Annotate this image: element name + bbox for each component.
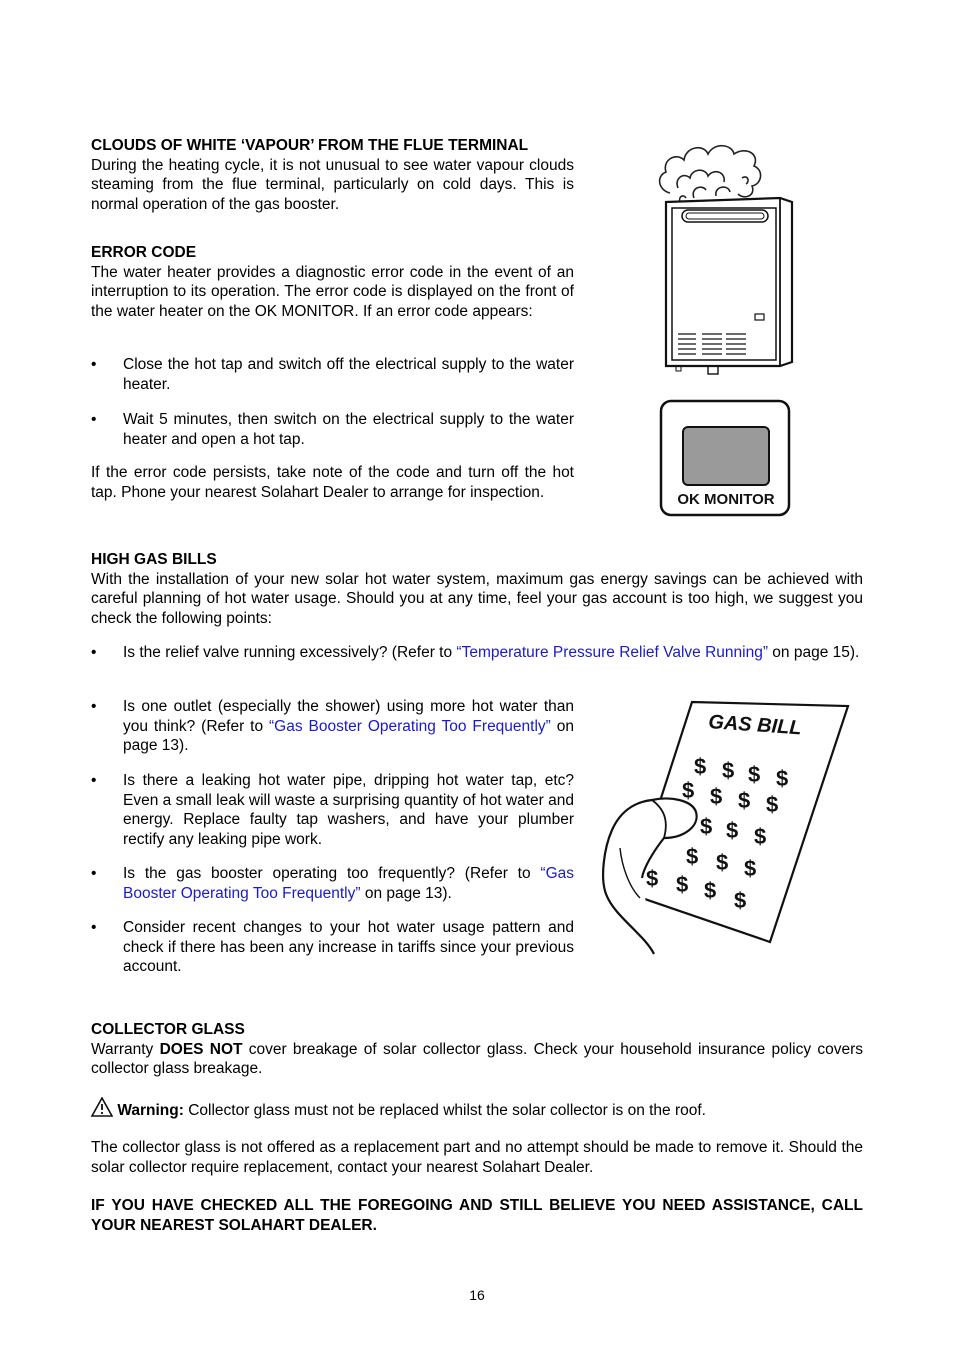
svg-text:$: $	[748, 762, 761, 787]
list-item-text: Is there a leaking hot water pipe, dripping hot water tap, etc? Even a small leak will waste a surprising quantity of hot water and energy. Replace faulty tap washers, and have your plumber rectify any leaking pipe work.	[123, 772, 574, 848]
bullet-dot: •	[91, 411, 97, 428]
warning-line	[91, 1097, 863, 1121]
error-code-intro: The water heater provides a diagnostic error code in the event of an interruption to its operation. The error code is displayed on the front of the water heater on the OK MONITOR. If an error code appears:	[91, 263, 574, 320]
gas-bill-illustration	[600, 698, 852, 958]
svg-text:$: $	[744, 856, 757, 881]
bullet-dot: •	[91, 865, 97, 882]
svg-text:$: $	[694, 754, 707, 779]
list-item	[91, 410, 574, 449]
collector-section: COLLECTOR GLASS Warranty DOES NOT cover breakage of solar collector glass. Check your household insurance policy covers collector glass breakage.	[91, 1021, 864, 1077]
bullet-dot: •	[91, 644, 97, 661]
svg-text:$: $	[726, 818, 739, 843]
svg-text:$: $	[682, 778, 695, 803]
ok-monitor-illustration	[658, 398, 794, 520]
bullet-dot: •	[91, 919, 97, 936]
svg-text:$: $	[710, 784, 723, 809]
list-item-text: Is one outlet (especially the shower) using more hot water than you think? (Refer to “Gas Booster Operating Too Frequently” on page 13).	[123, 698, 574, 754]
gas-booster-link[interactable]: “Gas Booster Operating Too Frequently”	[269, 717, 551, 735]
error-code-outro: If the error code persists, take note of the code and turn off the hot tap. Phone your nearest Solahart Dealer to arrange for inspection.	[91, 464, 574, 501]
svg-text:$: $	[766, 792, 779, 817]
list-item-text: Consider recent changes to your hot water usage pattern and check if there has been any increase in tariffs since your previous account.	[123, 919, 574, 975]
list-item-text: Close the hot tap and switch off the electrical supply to the water heater.	[123, 356, 574, 393]
list-item	[91, 918, 574, 977]
warning-text: Collector glass must not be replaced whilst the solar collector is on the roof.	[183, 1102, 706, 1119]
gas-booster-link-2[interactable]: “Gas Booster Operating Too Frequently”	[123, 865, 574, 902]
svg-text:$: $	[716, 850, 729, 875]
bullet-dot: •	[91, 772, 97, 789]
bullet-dot: •	[91, 698, 97, 715]
ok-monitor-label: OK MONITOR	[677, 491, 775, 508]
vapour-section	[91, 136, 574, 214]
svg-text:$: $	[776, 766, 789, 791]
error-code-heading: ERROR CODE	[91, 244, 197, 261]
list-item	[91, 697, 574, 756]
page-number: 16	[469, 1287, 485, 1303]
list-item	[91, 864, 574, 903]
list-item-text: Wait 5 minutes, then switch on the electrical supply to the water heater and open a hot tap.	[123, 411, 574, 448]
svg-text:$: $	[676, 872, 689, 897]
warning-label: Warning:	[117, 1102, 184, 1119]
warning-icon	[91, 1097, 113, 1117]
does-not-emphasis: DOES NOT	[159, 1040, 243, 1058]
svg-text:$: $	[704, 878, 717, 903]
water-heater-illustration	[650, 138, 800, 378]
vapour-cloud-icon	[660, 146, 761, 202]
vapour-heading: CLOUDS OF WHITE ‘VAPOUR’ FROM THE FLUE TERMINAL	[91, 137, 529, 154]
relief-valve-link[interactable]: “Temperature Pressure Relief Valve Running”	[456, 644, 768, 661]
gas-bills-heading: HIGH GAS BILLS	[91, 551, 217, 568]
svg-text:$: $	[722, 758, 735, 783]
list-item	[91, 643, 863, 663]
error-code-section	[91, 243, 574, 321]
svg-text:$: $	[686, 844, 699, 869]
svg-text:$: $	[646, 866, 659, 891]
gas-bills-intro: With the installation of your new solar hot water system, maximum gas energy savings can be achieved with careful planning of hot water usage. Should you at any time, feel your gas account is too high, we suggest you check the following points:	[91, 570, 863, 627]
gas-bill-title: GAS BILL	[707, 711, 803, 740]
list-item	[91, 771, 574, 849]
list-item-text: Is the gas booster operating too frequently? (Refer to “Gas Booster Operating Too Frequently” on page 13).	[123, 865, 574, 902]
svg-text:$: $	[738, 788, 751, 813]
svg-text:$: $	[700, 814, 713, 839]
svg-text:$: $	[734, 888, 747, 913]
list-item-text: Is the relief valve running excessively? (Refer to “Temperature Pressure Relief Valve Running” on page 15).	[123, 644, 860, 661]
collector-heading: COLLECTOR GLASS	[91, 1021, 245, 1038]
vapour-text: During the heating cycle, it is not unusual to see water vapour clouds steaming from the flue terminal, particularly on cold days. This is normal operation of the gas booster.	[91, 156, 574, 213]
final-notice: IF YOU HAVE CHECKED ALL THE FOREGOING AND STILL BELIEVE YOU NEED ASSISTANCE, CALL YOUR NEAREST SOLAHART DEALER.	[91, 1197, 863, 1234]
collector-p2: The collector glass is not offered as a replacement part and no attempt should be made to remove it. Should the solar collector require replacement, contact your nearest Solahart Dealer.	[91, 1139, 863, 1176]
list-item	[91, 355, 574, 394]
svg-text:$: $	[754, 824, 767, 849]
gas-bills-section	[91, 550, 863, 628]
bullet-dot: •	[91, 356, 97, 373]
